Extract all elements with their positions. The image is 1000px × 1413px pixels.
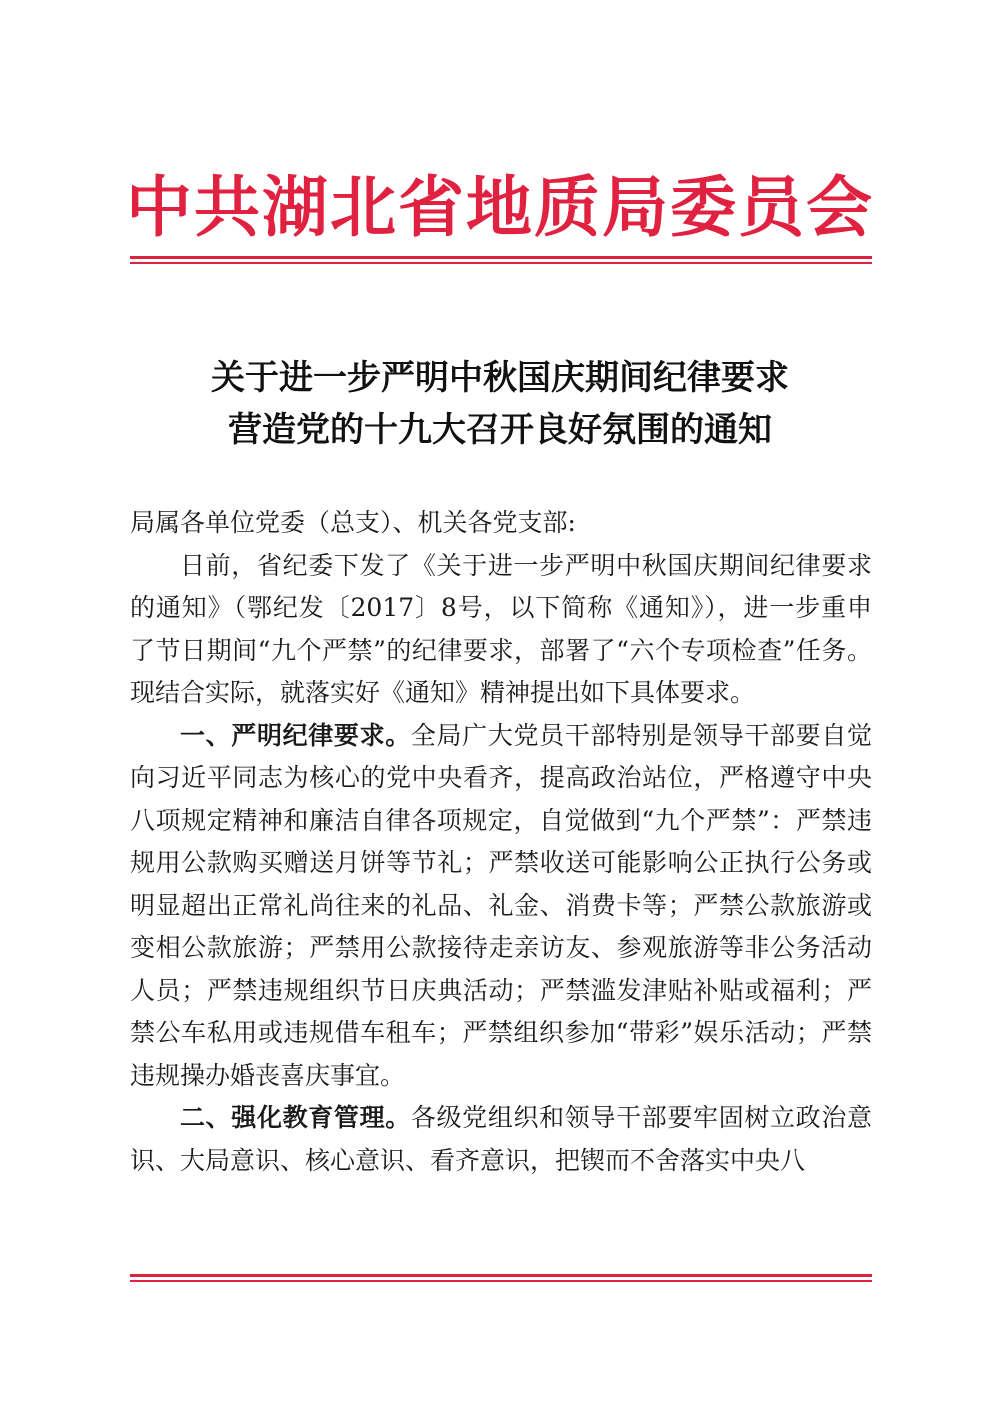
section-2-body: 各级党组织和领导干部要牢固树立政治意识、大局意识、核心意识、看齐意识，把锲而不舍落实中央八 (130, 1103, 872, 1175)
document-title-line-1: 关于进一步严明中秋国庆期间纪律要求 (211, 358, 789, 398)
footer-red-rule-thin (130, 1280, 872, 1282)
section-2-paragraph (130, 1097, 872, 1182)
header-red-rule-thin (130, 262, 872, 264)
section-1-paragraph (130, 715, 872, 1098)
header-red-rule-thick (130, 256, 872, 259)
document-title-line-2: 营造党的十九大召开良好氛围的通知 (228, 410, 772, 450)
section-2-heading: 二、强化教育管理。 (180, 1103, 411, 1132)
footer-red-rule-thick (130, 1274, 872, 1277)
section-1-heading: 一、严明纪律要求。 (180, 720, 411, 750)
section-1-body: 全局广大党员干部特别是领导干部要自觉向习近平同志为核心的党中央看齐，提高政治站位，严格遵守中央八项规定精神和廉洁自律各项规定，自觉做到“九个严禁”：严禁违规用公款购买赠送月饼等节礼；严禁收送可能影响公正执行公务或明显超出正常礼尚往来的礼品、礼金、消费卡等；严禁公款旅游或变相公款旅游；严禁用公款接待走亲访友、参观旅游等非公务活动人员；严禁违规组织节日庆典活动；严禁滥发津贴补贴或福利；严禁公车私用或违规借车租车；严禁组织参加“带彩”娱乐活动；严禁违规操办婚丧喜庆事宜。 (130, 720, 872, 1090)
salutation: 局属各单位党委（总支）、机关各党支部: (130, 508, 576, 537)
organization-masthead: 中共湖北省地质局委员会 (126, 169, 874, 246)
intro-paragraph: 日前，省纪委下发了《关于进一步严明中秋国庆期间纪律要求的通知》（鄂纪发〔2017〕8号，以下简称《通知》），进一步重申了节日期间“九个严禁”的纪律要求，部署了“六个专项检查”任务。现结合实际，就落实好《通知》精神提出如下具体要求。 (130, 550, 873, 707)
document-body (130, 502, 872, 1182)
